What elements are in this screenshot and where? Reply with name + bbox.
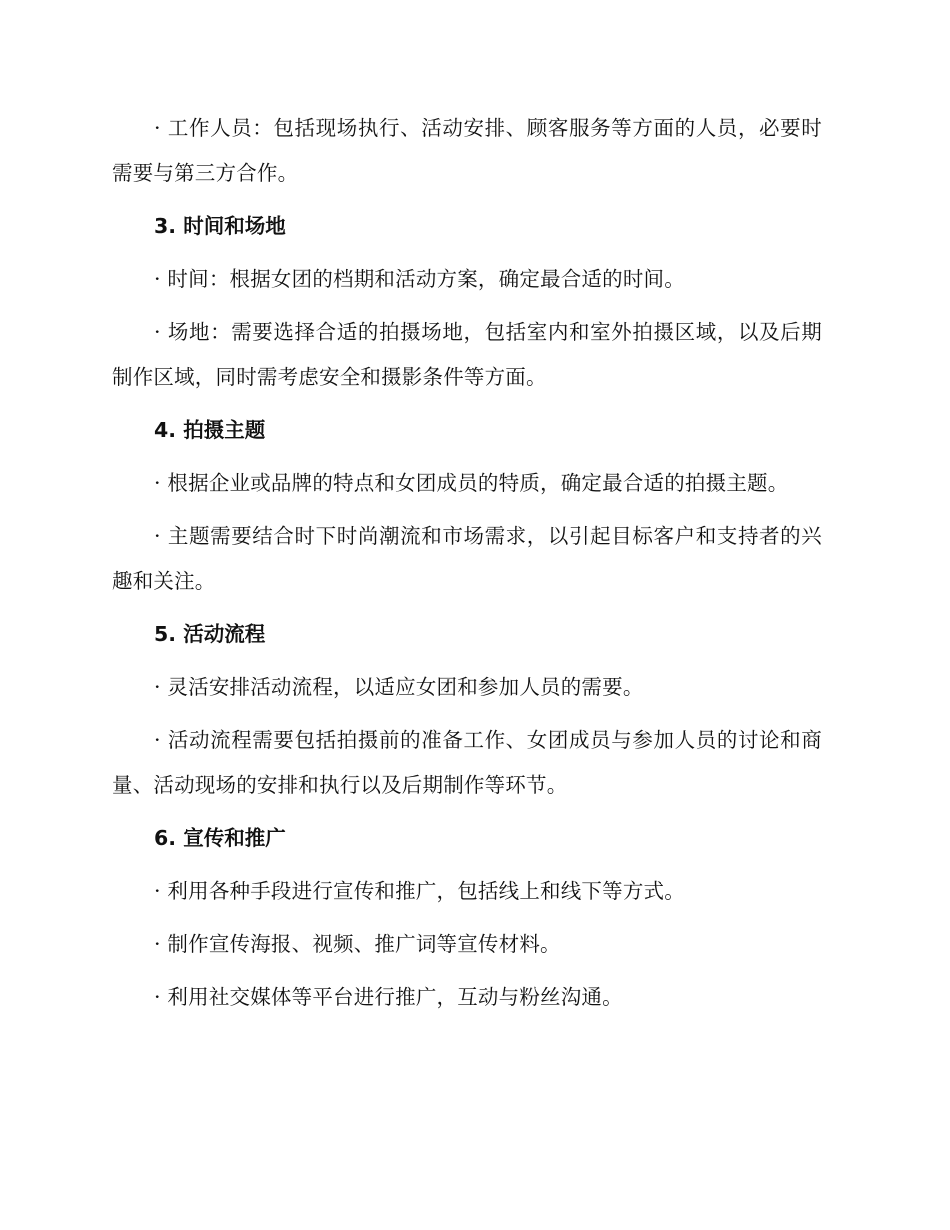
section-heading-theme: 4. 拍摄主题 [154, 418, 266, 442]
paragraph-process-steps: · 活动流程需要包括拍摄前的准备工作、女团成员与参加人员的讨论和商量、活动现场的安排和执行以及后期制作等环节。 [112, 728, 822, 797]
paragraph-staff: · 工作人员：包括现场执行、活动安排、顾客服务等方面的人员，必要时需要与第三方合作。 [112, 116, 822, 185]
paragraph-process-flex: · 灵活安排活动流程，以适应女团和参加人员的需要。 [154, 675, 644, 699]
section-heading-process: 5. 活动流程 [154, 622, 266, 646]
paragraph-theme-basis: · 根据企业或品牌的特点和女团成员的特质，确定最合适的拍摄主题。 [154, 471, 789, 495]
paragraph-promotion-social: · 利用社交媒体等平台进行推广，互动与粉丝沟通。 [154, 985, 623, 1009]
paragraph-theme-trend: · 主题需要结合时下时尚潮流和市场需求，以引起目标客户和支持者的兴趣和关注。 [112, 524, 822, 593]
paragraph-venue: · 场地：需要选择合适的拍摄场地，包括室内和室外拍摄区域，以及后期制作区域，同时需考虑安全和摄影条件等方面。 [112, 320, 822, 389]
paragraph-promotion-means: · 利用各种手段进行宣传和推广，包括线上和线下等方式。 [154, 879, 685, 903]
paragraph-promotion-materials: · 制作宣传海报、视频、推广词等宣传材料。 [154, 932, 561, 956]
paragraph-time: · 时间：根据女团的档期和活动方案，确定最合适的时间。 [154, 267, 685, 291]
section-heading-promotion: 6. 宣传和推广 [154, 826, 286, 850]
document-body [112, 106, 822, 1028]
section-heading-time-venue: 3. 时间和场地 [154, 214, 286, 238]
